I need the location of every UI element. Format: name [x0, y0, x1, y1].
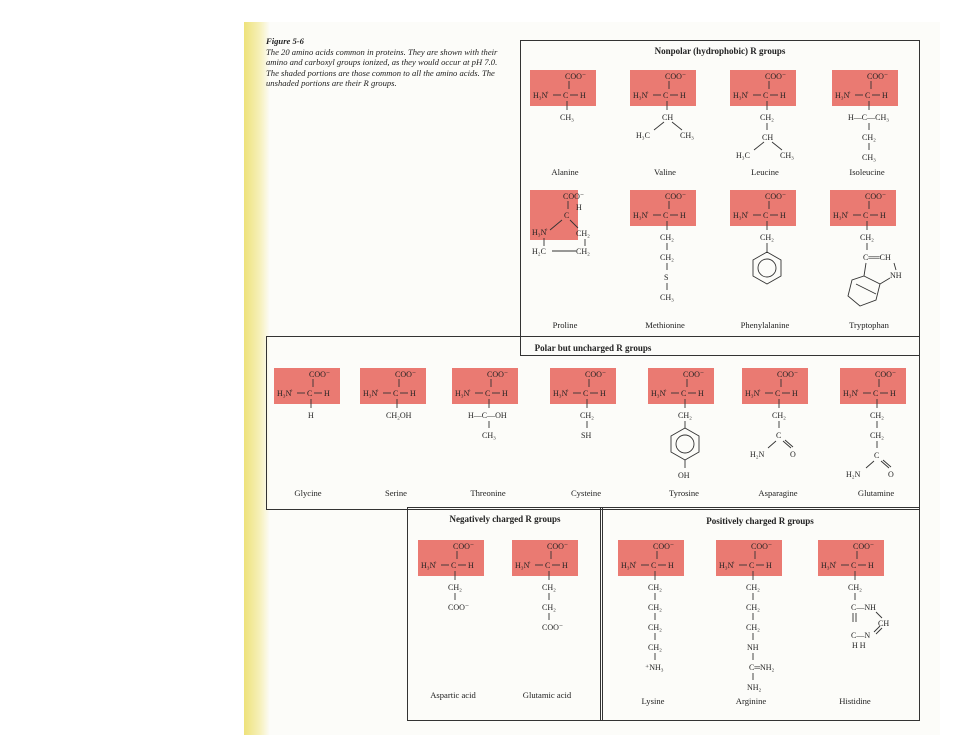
glycine-label: Glycine: [294, 488, 322, 498]
histidine-label: Histidine: [839, 696, 871, 706]
svg-text:COO⁻: COO⁻: [765, 72, 787, 81]
svg-text:CH₂: CH₂: [678, 411, 692, 420]
proline-label: Proline: [552, 320, 578, 330]
svg-text:COO⁻: COO⁻: [453, 542, 475, 551]
tryptophan-structure: [830, 190, 916, 320]
svg-text:COO⁻: COO⁻: [563, 192, 585, 201]
svg-text:CH₂: CH₂: [648, 583, 662, 592]
svg-text:CH₃: CH₃: [780, 151, 794, 160]
serine-structure: [360, 368, 440, 428]
proline-structure: [530, 190, 610, 270]
svg-text:CH₃: CH₃: [680, 131, 694, 140]
svg-text:C: C: [485, 389, 491, 398]
svg-text:CH₂: CH₂: [448, 583, 462, 592]
svg-text:CH₂: CH₂: [576, 247, 590, 256]
svg-text:C══CH: C══CH: [863, 253, 891, 262]
svg-text:H: H: [868, 561, 874, 570]
svg-text:CH₂: CH₂: [648, 643, 662, 652]
aspartic-acid-label: Aspartic acid: [430, 690, 476, 700]
svg-text:H₂C: H₂C: [532, 247, 546, 256]
nonpolar-panel-title: Nonpolar (hydrophobic) R groups: [654, 46, 786, 56]
svg-text:H: H: [890, 389, 896, 398]
figure-number: Figure 5-6: [266, 36, 304, 46]
svg-text:CH₂: CH₂: [648, 603, 662, 612]
svg-text:C: C: [583, 389, 589, 398]
methionine-structure: [630, 190, 710, 310]
svg-text:CH₂: CH₂: [848, 583, 862, 592]
figure-caption: [266, 36, 506, 89]
svg-text:H: H: [410, 389, 416, 398]
lysine-label: Lysine: [641, 696, 665, 706]
valine-label: Valine: [654, 167, 676, 177]
alanine-label: Alanine: [551, 167, 579, 177]
svg-text:CH₃: CH₃: [862, 153, 876, 162]
svg-text:CH₂: CH₂: [576, 229, 590, 238]
arginine-label: Arginine: [735, 696, 767, 706]
svg-text:C: C: [865, 91, 871, 100]
svg-text:C: C: [564, 211, 570, 220]
svg-text:COO⁻: COO⁻: [875, 370, 897, 379]
svg-text:CH₂: CH₂: [772, 411, 786, 420]
glutamine-label: Glutamine: [857, 488, 895, 498]
svg-text:C: C: [776, 431, 782, 440]
svg-text:C: C: [451, 561, 457, 570]
svg-text:CH₂: CH₂: [760, 233, 774, 242]
svg-text:H: H: [468, 561, 474, 570]
svg-text:H: H: [880, 211, 886, 220]
svg-text:COO⁻: COO⁻: [585, 370, 607, 379]
phenylalanine-label: Phenylalanine: [740, 320, 790, 330]
svg-text:C: C: [749, 561, 755, 570]
svg-text:NH: NH: [747, 643, 759, 652]
svg-text:H: H: [502, 389, 508, 398]
svg-text:CH₃: CH₃: [560, 113, 574, 122]
svg-text:COO⁻: COO⁻: [653, 542, 675, 551]
svg-text:H₃C: H₃C: [636, 131, 650, 140]
svg-text:H: H: [780, 211, 786, 220]
svg-text:H₃N̊: H₃N̊: [553, 389, 568, 398]
svg-text:C: C: [863, 211, 869, 220]
svg-text:CH₂: CH₂: [580, 411, 594, 420]
svg-text:COO⁻: COO⁻: [547, 542, 569, 551]
svg-text:H₃N̊: H₃N̊: [835, 91, 850, 100]
textbook-page: [244, 22, 940, 735]
svg-text:C: C: [663, 91, 669, 100]
svg-text:COO⁻: COO⁻: [565, 72, 587, 81]
histidine-structure: [818, 540, 904, 660]
svg-text:H: H: [680, 91, 686, 100]
cysteine-label: Cysteine: [570, 488, 602, 498]
svg-text:C: C: [763, 91, 769, 100]
svg-text:H: H: [766, 561, 772, 570]
svg-text:CH₂: CH₂: [660, 233, 674, 242]
glycine-structure: [274, 368, 354, 428]
svg-text:CH₂: CH₂: [870, 431, 884, 440]
svg-text:CH₃: CH₃: [482, 431, 496, 440]
svg-text:COO⁻: COO⁻: [395, 370, 417, 379]
tryptophan-label: Tryptophan: [849, 320, 889, 330]
svg-text:H: H: [576, 203, 582, 212]
svg-text:CH₂: CH₂: [746, 583, 760, 592]
asparagine-label: Asparagine: [758, 488, 798, 498]
svg-text:C—N: C—N: [851, 631, 871, 640]
svg-text:H₃N̊: H₃N̊: [277, 389, 292, 398]
svg-text:H: H: [780, 91, 786, 100]
svg-text:COO⁻: COO⁻: [448, 603, 470, 612]
svg-text:H₂N: H₂N: [750, 450, 765, 459]
svg-text:SH: SH: [581, 431, 592, 440]
svg-text:CH₂: CH₂: [746, 603, 760, 612]
glutamic-acid-structure: [512, 540, 592, 640]
svg-text:H₃N̊: H₃N̊: [532, 228, 547, 237]
svg-text:C: C: [681, 389, 687, 398]
svg-text:H₃N̊: H₃N̊: [421, 561, 436, 570]
svg-text:⁺NH₃: ⁺NH₃: [645, 663, 664, 672]
svg-text:NH₂: NH₂: [747, 683, 762, 692]
svg-text:H: H: [580, 91, 586, 100]
svg-text:H₃N̊: H₃N̊: [745, 389, 760, 398]
svg-text:C: C: [545, 561, 551, 570]
svg-text:H: H: [668, 561, 674, 570]
svg-text:H: H: [680, 211, 686, 220]
lysine-structure: [618, 540, 698, 680]
svg-text:H₃N̊: H₃N̊: [363, 389, 378, 398]
glutamic-acid-label: Glutamic acid: [522, 690, 572, 700]
svg-text:CH₂: CH₂: [648, 623, 662, 632]
svg-text:COO⁻: COO⁻: [665, 192, 687, 201]
svg-text:H₃N̊: H₃N̊: [651, 389, 666, 398]
svg-text:H₃N̊: H₃N̊: [843, 389, 858, 398]
asparagine-structure: [742, 368, 822, 468]
svg-text:COO⁻: COO⁻: [765, 192, 787, 201]
svg-text:H₃C: H₃C: [736, 151, 750, 160]
svg-text:CH₂: CH₂: [660, 253, 674, 262]
isoleucine-label: Isoleucine: [849, 167, 885, 177]
svg-text:CH: CH: [762, 133, 774, 142]
svg-text:OH: OH: [678, 471, 690, 480]
serine-label: Serine: [385, 488, 407, 498]
aspartic-acid-structure: [418, 540, 498, 620]
svg-text:H₃N̊: H₃N̊: [621, 561, 636, 570]
svg-text:C: C: [651, 561, 657, 570]
svg-text:H₃N̊: H₃N̊: [733, 211, 748, 220]
svg-text:CH₂: CH₂: [542, 583, 556, 592]
svg-text:H₃N̊: H₃N̊: [733, 91, 748, 100]
svg-text:H: H: [308, 411, 314, 420]
svg-text:H: H: [882, 91, 888, 100]
isoleucine-structure: [832, 70, 912, 166]
leucine-label: Leucine: [751, 167, 779, 177]
svg-text:H₃N̊: H₃N̊: [455, 389, 470, 398]
svg-text:C—NH: C—NH: [851, 603, 876, 612]
svg-text:CH₂: CH₂: [746, 623, 760, 632]
svg-text:H: H: [600, 389, 606, 398]
svg-text:C: C: [563, 91, 569, 100]
svg-text:COO⁻: COO⁻: [683, 370, 705, 379]
svg-text:H₃N̊: H₃N̊: [719, 561, 734, 570]
svg-text:CH: CH: [662, 113, 674, 122]
svg-text:S: S: [664, 273, 669, 282]
svg-text:H₃N̊: H₃N̊: [515, 561, 530, 570]
svg-text:CH₂: CH₂: [542, 603, 556, 612]
svg-text:O: O: [790, 450, 796, 459]
svg-text:H: H: [562, 561, 568, 570]
phenylalanine-structure: [730, 190, 810, 300]
arginine-structure: [716, 540, 796, 700]
svg-text:H₃N̊: H₃N̊: [833, 211, 848, 220]
methionine-label: Methionine: [645, 320, 685, 330]
svg-text:COO⁻: COO⁻: [665, 72, 687, 81]
alanine-structure: [530, 70, 610, 150]
svg-text:COO⁻: COO⁻: [865, 192, 887, 201]
svg-text:CH: CH: [878, 619, 890, 628]
svg-text:COO⁻: COO⁻: [777, 370, 799, 379]
svg-text:C: C: [393, 389, 399, 398]
svg-text:H: H: [698, 389, 704, 398]
svg-text:CH₂: CH₂: [760, 113, 774, 122]
svg-text:COO⁻: COO⁻: [853, 542, 875, 551]
svg-text:C: C: [874, 451, 880, 460]
svg-text:CH₂OH: CH₂OH: [386, 411, 412, 420]
negative-panel-title: Negatively charged R groups: [449, 514, 561, 524]
leucine-structure: [730, 70, 810, 166]
svg-text:O: O: [888, 470, 894, 479]
svg-text:H₃N̊: H₃N̊: [533, 91, 548, 100]
svg-text:CH₂: CH₂: [860, 233, 874, 242]
svg-text:C: C: [763, 211, 769, 220]
svg-text:COO⁻: COO⁻: [751, 542, 773, 551]
tyrosine-label: Tyrosine: [669, 488, 699, 498]
svg-text:C═NH₂: C═NH₂: [749, 663, 775, 672]
figure-caption-text: The 20 amino acids common in proteins. They are shown with their amino and carboxyl groups ionized, as they would occur at pH 7.0. The shaded portions are those common to all the amino acids. The unshaded portions are their R groups.: [266, 46, 498, 88]
svg-text:H₃N̊: H₃N̊: [821, 561, 836, 570]
svg-text:CH₂: CH₂: [862, 133, 876, 142]
svg-text:C: C: [307, 389, 313, 398]
svg-text:C: C: [873, 389, 879, 398]
svg-text:H₃N̊: H₃N̊: [633, 211, 648, 220]
svg-text:H: H: [324, 389, 330, 398]
svg-text:C: C: [851, 561, 857, 570]
glutamine-structure: [840, 368, 920, 488]
threonine-structure: [452, 368, 532, 448]
tyrosine-structure: [648, 368, 728, 488]
svg-text:H H: H H: [852, 641, 866, 650]
svg-text:COO⁻: COO⁻: [542, 623, 564, 632]
svg-text:H₃N̊: H₃N̊: [633, 91, 648, 100]
valine-structure: [630, 70, 710, 150]
cysteine-structure: [550, 368, 630, 448]
svg-text:H₂N: H₂N: [846, 470, 861, 479]
svg-text:COO⁻: COO⁻: [487, 370, 509, 379]
svg-text:NH: NH: [890, 271, 902, 280]
polar-panel-title: Polar but uncharged R groups: [534, 343, 652, 353]
svg-text:COO⁻: COO⁻: [867, 72, 889, 81]
svg-text:C: C: [663, 211, 669, 220]
svg-text:CH₂: CH₂: [870, 411, 884, 420]
svg-text:C: C: [775, 389, 781, 398]
positive-panel-title: Positively charged R groups: [706, 516, 814, 526]
svg-text:H—C—CH₃: H—C—CH₃: [848, 113, 890, 122]
svg-text:CH₃: CH₃: [660, 293, 674, 302]
svg-text:COO⁻: COO⁻: [309, 370, 331, 379]
threonine-label: Threonine: [470, 488, 506, 498]
svg-text:H: H: [792, 389, 798, 398]
svg-text:H—C—OH: H—C—OH: [468, 411, 507, 420]
